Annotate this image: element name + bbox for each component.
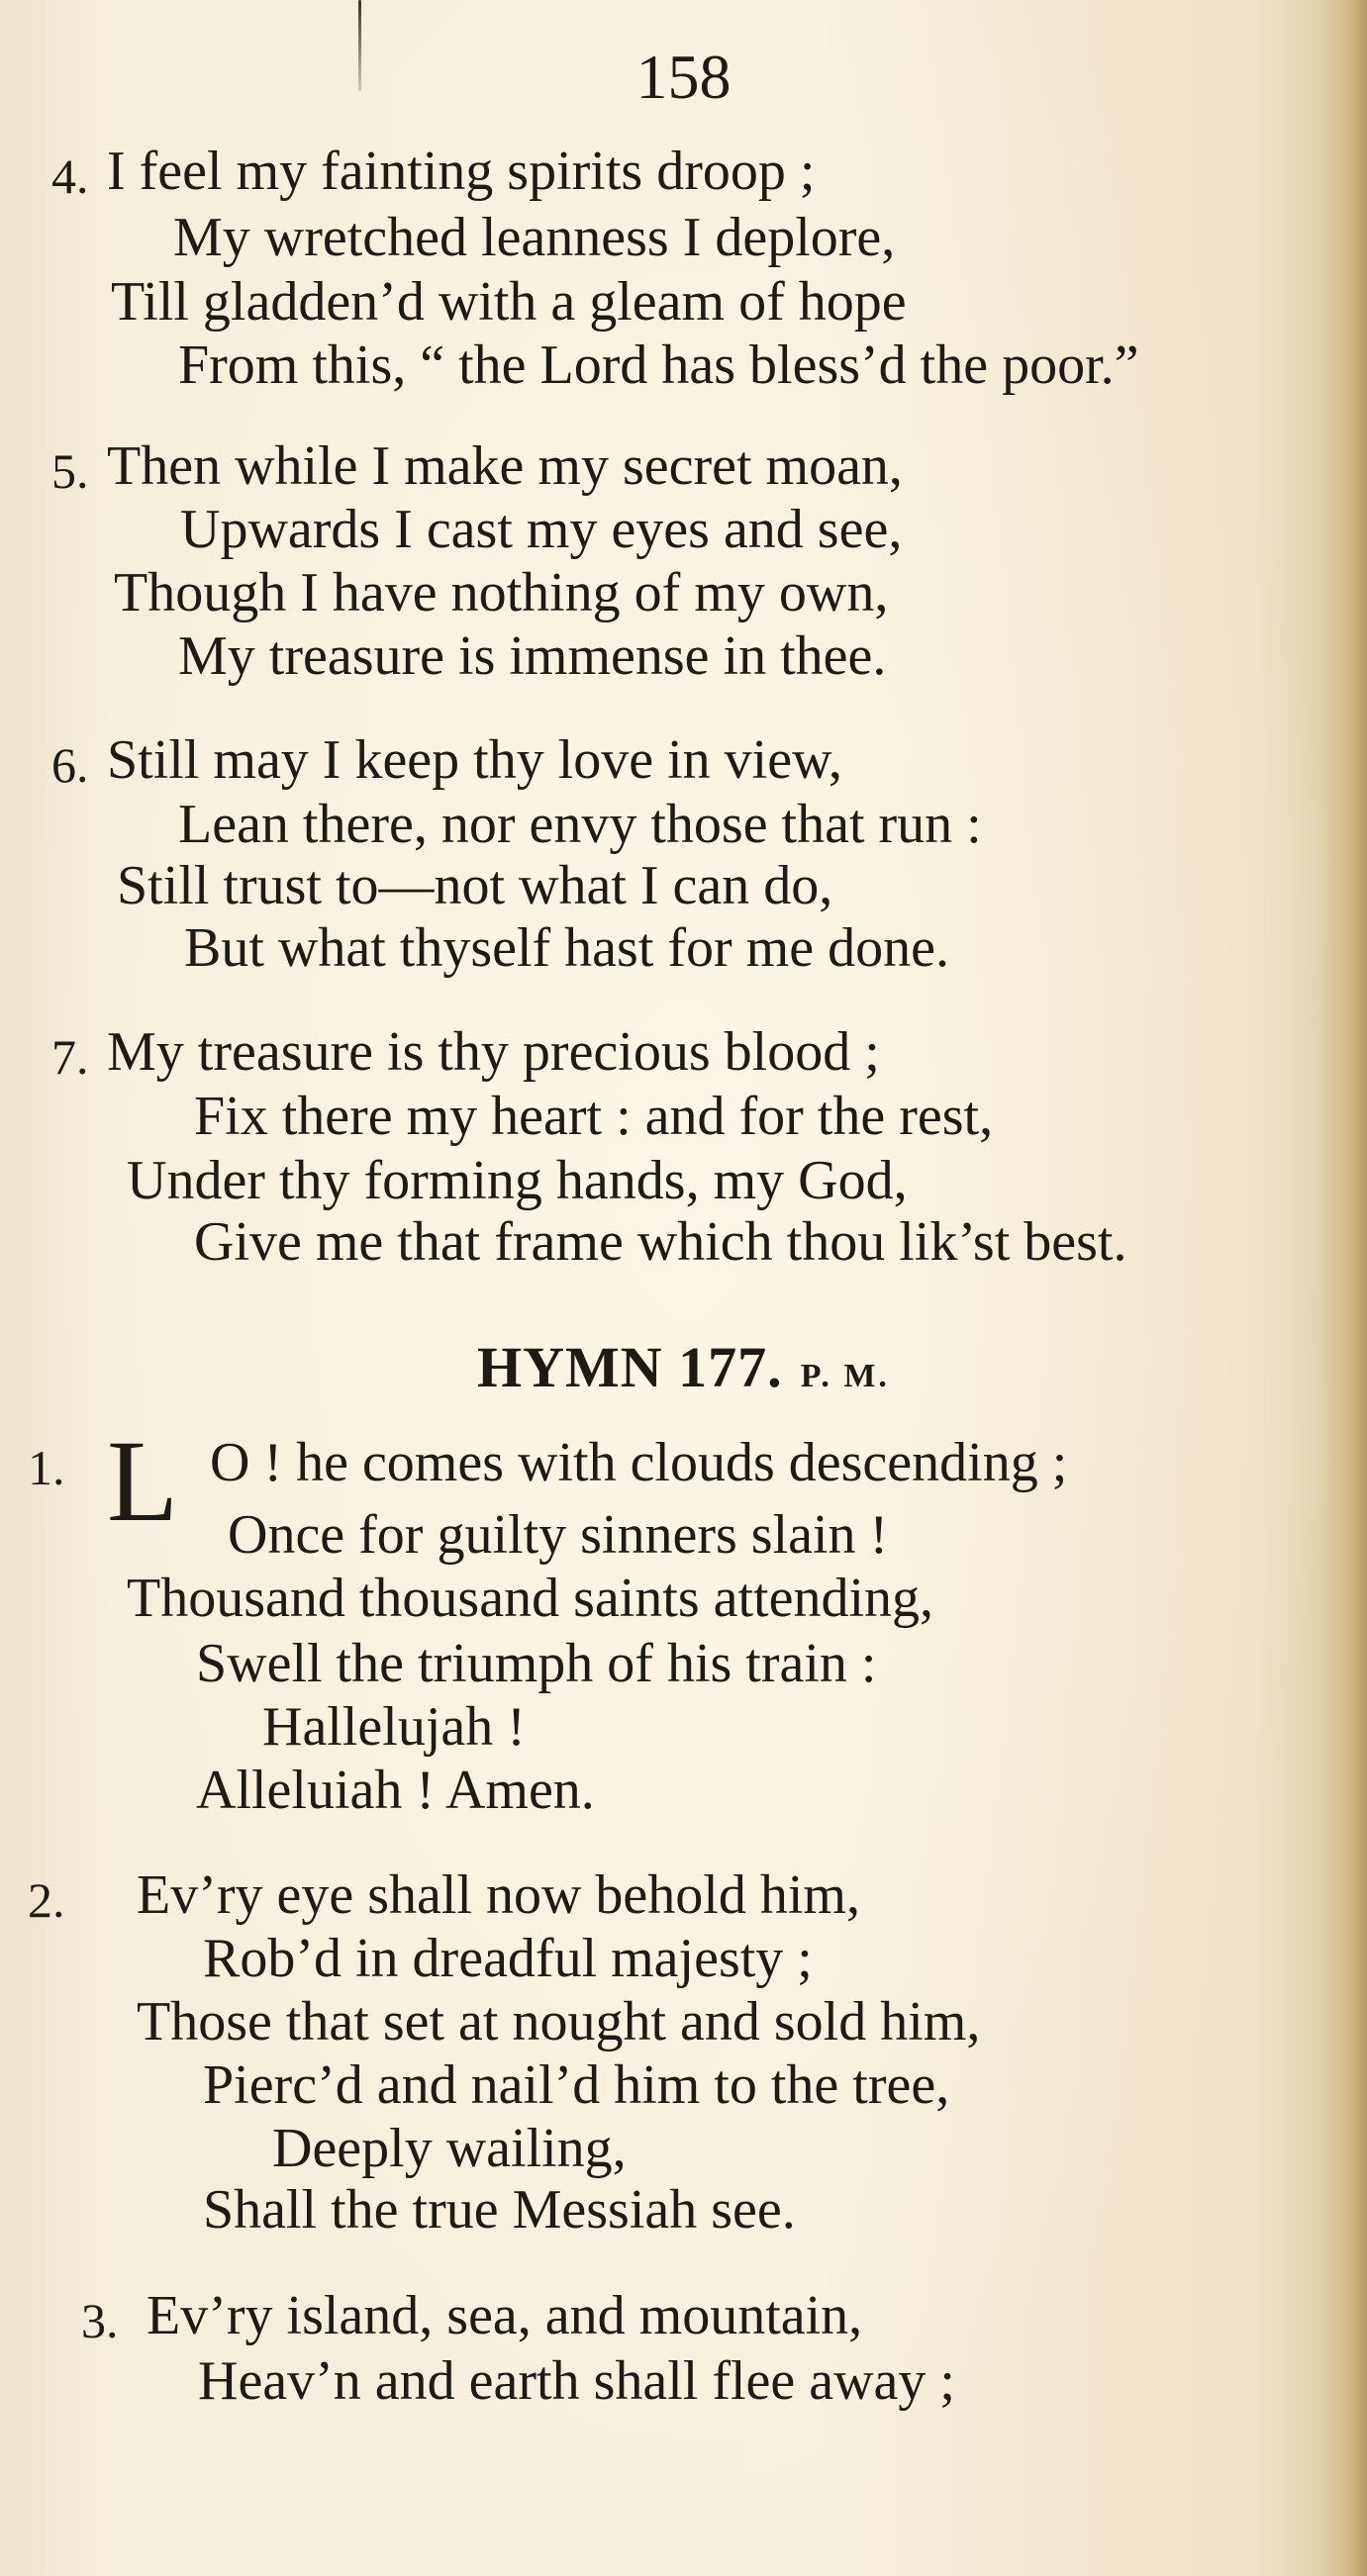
verse-line: Ev’ry island, sea, and mountain, [146,2285,863,2346]
verse-line: Still trust to—not what I can do, [117,855,833,916]
verse-line: Fix there my heart : and for the rest, [194,1086,994,1147]
verse-line: Till gladden’d with a gleam of hope [111,271,907,333]
verse-line: Under thy forming hands, my God, [127,1150,908,1211]
verse-number: 2. [28,1872,65,1928]
verse-line: Still may I keep thy love in view, [107,729,842,791]
verse-line: Heav’n and earth shall flee away ; [198,2350,955,2412]
hymn-number: HYMN 177. [477,1335,783,1399]
verse-line: Then while I make my secret moan, [107,435,903,497]
verse-number: 6. [51,737,89,793]
verse-line: Ev’ry eye shall now behold him, [137,1864,860,1926]
verse-line: Lean there, nor envy those that run : [178,794,982,855]
verse-line: But what thyself hast for me done. [184,917,949,979]
verse-line: Shall the true Messiah see. [203,2179,796,2241]
verse-line: Those that set at nought and sold him, [137,1991,981,2052]
verse-line: Pierc’d and nail’d him to the tree, [203,2054,950,2116]
verse-line: Rob’d in dreadful majesty ; [203,1928,813,1989]
verse-line: My wretched leanness I deplore, [173,207,896,268]
verse-line: Thousand thousand saints attending, [127,1568,934,1629]
verse-line: From this, “ the Lord has bless’d the poor.” [178,334,1139,396]
verse-number: 1. [28,1440,65,1495]
drop-cap: L [107,1416,179,1546]
verse-line: Give me that frame which thou lik’st best. [194,1211,1127,1273]
verse-line: Swell the triumph of his train : [196,1633,877,1694]
verse-line: Alleluiah ! Amen. [196,1760,595,1821]
hymn-meter: P. M. [800,1358,890,1394]
verse-number: 4. [51,148,89,204]
verse-line: Once for guilty sinners slain ! [228,1504,889,1566]
verse-line: I feel my fainting spirits droop ; [107,141,816,202]
hymn-title [0,1331,1367,1413]
verse-line: Upwards I cast my eyes and see, [180,499,903,560]
verse-line: My treasure is immense in thee. [178,625,887,687]
verse-line: Hallelujah ! [262,1696,526,1758]
verse-number: 5. [51,443,89,499]
page-number: 158 [635,42,732,112]
verse-line: Deeply wailing, [272,2118,627,2179]
verse-number: 7. [51,1029,89,1085]
verse-line: My treasure is thy precious blood ; [107,1021,880,1083]
verse-number: 3. [81,2293,119,2348]
verse-line: Though I have nothing of my own, [114,562,889,623]
verse-line: O ! he comes with clouds descending ; [210,1432,1068,1493]
page-edge-shadow [1321,0,1367,2576]
